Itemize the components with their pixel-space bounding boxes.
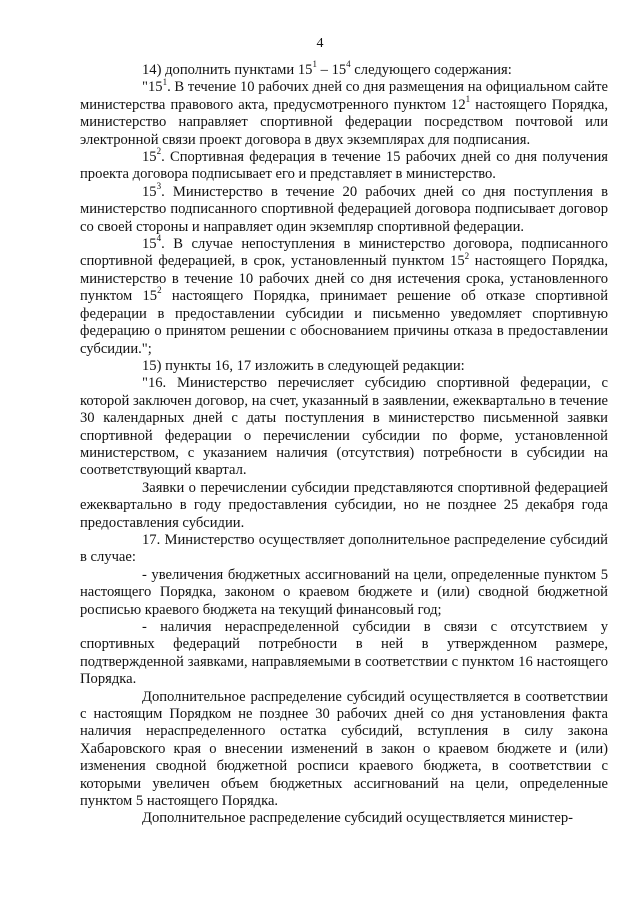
paragraph (80, 375, 608, 479)
paragraph (80, 146, 608, 184)
paragraph-text: – 15 (316, 62, 347, 78)
paragraph-text: . Спортивная федерация в течение 15 рабочих дней со дня получения проекта договора подписывает его и представляет в министерство. (80, 149, 608, 183)
paragraph-text: 14) дополнить пунктами 15 (142, 62, 313, 78)
paragraph-text: . Министерство в течение 20 рабочих дней со дня поступления в министерство подписанного спортивной федерацией договора подписывает договор со своей стороны и направляет один экземпляр спортивной федерации. (80, 183, 608, 235)
superscript-index: 1 (162, 76, 168, 87)
paragraph-text: Заявки о перечислении субсидии представляются спортивной федерацией ежеквартально в году предоставления субсидии, но не позднее 25 декабря года предоставления субсидии. (80, 479, 608, 531)
paragraph (80, 532, 608, 567)
paragraph-text: - увеличения бюджетных ассигнований на цели, определенные пунктом 5 настоящего Порядка, законом о краевом бюджете и (или) сводной бюджетной росписью краевого бюджета на текущий финансовый год; (80, 566, 608, 618)
paragraph (80, 180, 608, 236)
superscript-index: 4 (346, 59, 351, 70)
paragraph (80, 810, 608, 827)
paragraph-text: 15) пункты 16, 17 изложить в следующей редакции: (142, 357, 465, 374)
superscript-index: 4 (156, 233, 162, 244)
paragraph-text: настоящего Порядка, министерство направляет спортивной федерации посредством почтовой или электронной связи проект договора в двух экземплярах для подписания. (80, 96, 608, 148)
paragraph-text: "16. Министерство перечисляет субсидию спортивной федерации, с которой заключен договор, на счет, указанный в заявлении, ежеквартально в течение 30 календарных дней с даты поступления в министерство письменной заявки спортивной федерации о перечислении субсидии по форме, установленной министерством, с указанием наличия (отсутствия) потребности в субсидии на соответствующий квартал. (80, 375, 608, 479)
paragraph-text: "15 (142, 79, 163, 96)
paragraph (80, 567, 608, 619)
paragraph-text: - наличия нераспределенной субсидии в связи с отсутствием у спортивных федераций потребности в ней в утвержденном размере, подтвержденной заявками, направляемыми в соответствии с пунктом 16 настоящего Порядка. (80, 619, 608, 688)
paragraph-text: настоящего Порядка, принимает решение об отказе спортивной федерации в предоставлении субсидии и письменно уведомляет спортивную федерацию о принятом решении с обоснованием причины отказа в предоставлении субсидии."; (80, 288, 609, 357)
paragraph-text: Дополнительное распределение субсидий осуществляется министер- (142, 810, 574, 827)
paragraph-text: . В течение 10 рабочих дней со дня размещения на официальном сайте министерства правового акта, предусмотренного пунктом 12 (80, 79, 608, 113)
paragraph-text: 15 (142, 149, 157, 166)
paragraph-text: следующего содержания: (350, 62, 512, 78)
superscript-index: 2 (156, 146, 162, 157)
document-body (80, 59, 609, 828)
paragraph (80, 59, 608, 79)
paragraph-text: настоящего Порядка, министерство в течение 10 рабочих дней со дня истечения срока, установленного пунктом 15 (80, 253, 608, 305)
superscript-index: 3 (156, 180, 162, 191)
superscript-index: 2 (157, 285, 162, 296)
paragraph (80, 480, 608, 532)
paragraph-text: . В случае непоступления в министерство договора, подписанного спортивной федерацией, в срок, установленный пунктом 15 (80, 236, 608, 270)
paragraph (80, 233, 609, 358)
paragraph-text: 15 (142, 183, 157, 200)
superscript-index: 1 (465, 93, 471, 104)
paragraph (80, 358, 608, 375)
paragraph (80, 76, 608, 149)
paragraph-text: 15 (142, 236, 157, 253)
superscript-index: 2 (464, 250, 470, 261)
paragraph (80, 619, 608, 689)
paragraph-text: Дополнительное распределение субсидий осуществляется в соответствии с настоящим Порядком не позднее 30 рабочих дней со дня установления факта наличия нераспределенного остатка субсидий, вступления в силу закона Хабаровского края о внесении изменений в закон о краевом бюджете и (или) изменения сводной бюджетной росписи краевого бюджета, в соответствии с которыми увеличен объем бюджетных ассигнований на цели, определенные пунктом 5 настоящего Порядка. (80, 688, 608, 810)
paragraph-text: 17. Министерство осуществляет дополнительное распределение субсидий в случае: (80, 531, 608, 566)
page-number: 4 (316, 36, 324, 51)
paragraph (80, 689, 608, 811)
superscript-index: 1 (312, 59, 317, 70)
